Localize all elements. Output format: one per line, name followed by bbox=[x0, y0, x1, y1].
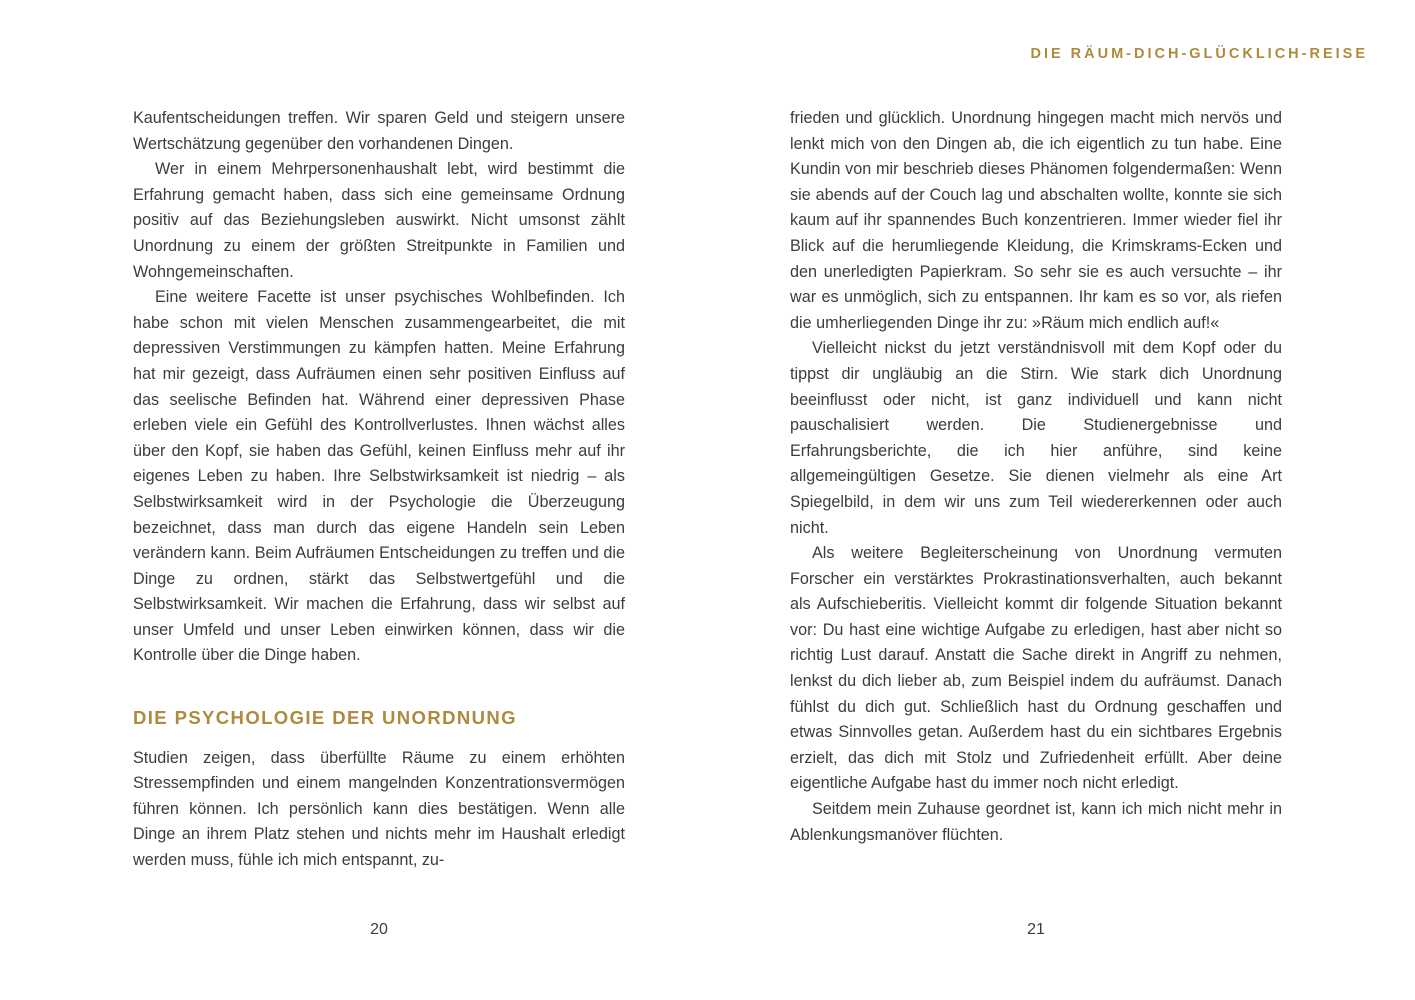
running-header: DIE RÄUM-DICH-GLÜCKLICH-REISE bbox=[1030, 46, 1368, 62]
left-page-text bbox=[133, 106, 625, 874]
paragraph: Als weitere Begleiterscheinung von Unordnung vermuten Forscher ein verstärktes Prokrastinationsverhalten, auch bekannt als Aufschieberitis. Vielleicht kommt dir folgende Situation bekannt vor: Du hast eine wichtige Aufgabe zu erledigen, hast aber nicht so richtig Lust darauf. Anstatt die Sache direkt in Angriff zu nehmen, lenkst du dich lieber ab, zum Beispiel indem du aufräumst. Danach fühlst du dich gut. Schließlich hast du Ordnung geschaffen und etwas Sinnvolles getan. Außerdem hast du ein sichtbares Ergebnis erzielt, das dich mit Stolz und Zufriedenheit erfüllt. Aber deine eigentliche Aufgabe hast du immer noch nicht erledigt. bbox=[790, 544, 1282, 793]
paragraph: Wer in einem Mehrpersonenhaushalt lebt, wird bestimmt die Erfahrung gemacht haben, dass sich eine gemeinsame Ordnung positiv auf das Beziehungsleben auswirkt. Nicht umsonst zählt Unordnung zu einem der größten Streitpunkte in Familien und Wohngemeinschaften. bbox=[133, 160, 625, 281]
page-number-right: 21 bbox=[1027, 921, 1045, 938]
section-heading: DIE PSYCHOLOGIE DER UNORDNUNG bbox=[133, 707, 517, 729]
paragraph: Seitdem mein Zuhause geordnet ist, kann ich mich nicht mehr in Ablenkungsmanöver flüchten. bbox=[790, 800, 1282, 844]
paragraph: Vielleicht nickst du jetzt verständnisvoll mit dem Kopf oder du tippst dir ungläubig an die Stirn. Wie stark dich Unordnung beeinflusst oder nicht, ist ganz individuell und kann nicht pauschalisiert werden. Die Studienergebnisse und Erfahrungsberichte, die ich hier anführe, sind keine allgemeingültigen Gesetze. Sie dienen vielmehr als eine Art Spiegelbild, in dem wir uns zum Teil wiedererkennen oder auch nicht. bbox=[790, 339, 1282, 537]
right-page-text bbox=[790, 106, 1282, 848]
page-number-left: 20 bbox=[370, 921, 388, 938]
paragraph: Eine weitere Facette ist unser psychisches Wohlbefinden. Ich habe schon mit vielen Menschen zusammengearbeitet, die mit depressiven Verstimmungen zu kämpfen hatten. Meine Erfahrung hat mir gezeigt, dass Aufräumen einen sehr positiven Einfluss auf das seelische Befinden hat. Während einer depressiven Phase erleben viele ein Gefühl des Kontrollverlustes. Ihnen wächst alles über den Kopf, sie haben das Gefühl, keinen Einfluss mehr auf ihr eigenes Leben zu haben. Ihre Selbstwirksamkeit ist niedrig – als Selbstwirksamkeit wird in der Psychologie die Überzeugung bezeichnet, dass man durch das eigene Handeln sein Leben verändern kann. Beim Aufräumen Entscheidungen zu treffen und die Dinge zu ordnen, stärkt das Selbstwertgefühl und die Selbstwirksamkeit. Wir machen die Erfahrung, dass wir selbst auf unser Umfeld und unser Leben einwirken können, dass wir die Kontrolle über die Dinge haben. bbox=[133, 288, 625, 665]
paragraph: Kaufentscheidungen treffen. Wir sparen Geld und steigern unsere Wertschätzung gegenüber den vorhandenen Dingen. bbox=[133, 109, 625, 153]
paragraph: Studien zeigen, dass überfüllte Räume zu einem erhöhten Stressempfinden und einem mangelnden Konzentrationsvermögen führen können. Ich persönlich kann dies bestätigen. Wenn alle Dinge an ihrem Platz stehen und nichts mehr im Haushalt erledigt werden muss, fühle ich mich entspannt, zu- bbox=[133, 748, 625, 870]
paragraph: frieden und glücklich. Unordnung hingegen macht mich nervös und lenkt mich von den Dingen ab, die ich eigentlich zu tun habe. Eine Kundin von mir beschrieb dieses Phänomen folgendermaßen: Wenn sie abends auf der Couch lag und abschalten wollte, konnte sie sich kaum auf ihr spannendes Buch konzentrieren. Immer wieder fiel ihr Blick auf die herumliegende Kleidung, die Krimskrams-Ecken und den unerledigten Papierkram. So sehr sie es auch versuchte – ihr war es unmöglich, sich zu entspannen. Ihr kam es so vor, als riefen die umherliegenden Dinge ihr zu: »Räum mich endlich auf!« bbox=[790, 109, 1282, 332]
